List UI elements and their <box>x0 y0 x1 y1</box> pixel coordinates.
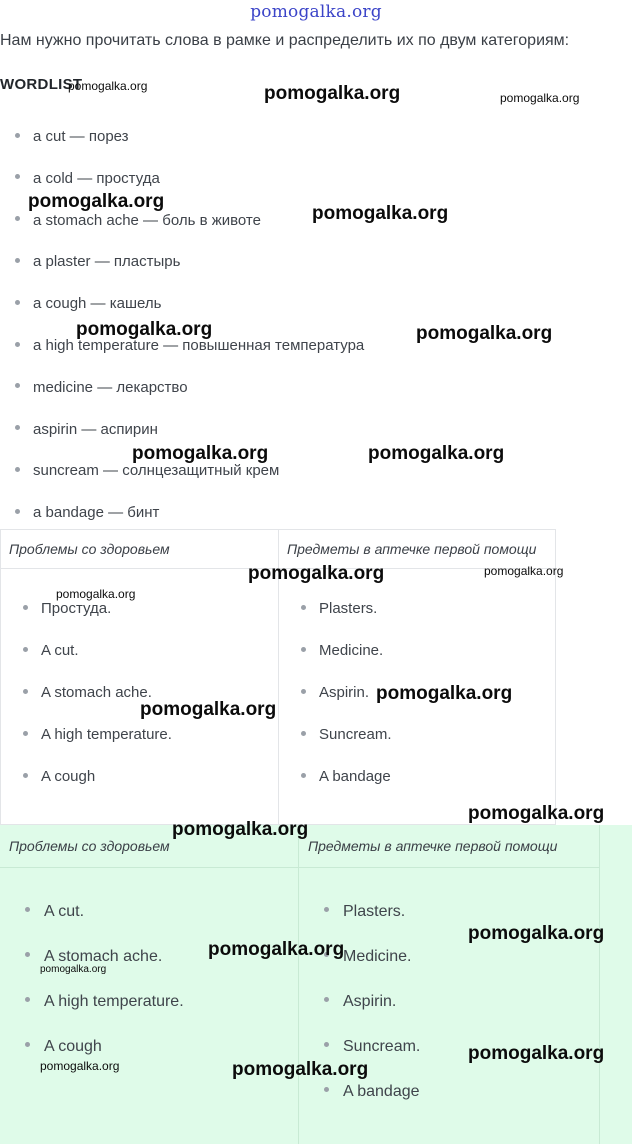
bullet-icon <box>301 605 306 610</box>
list-item: medicine — лекарство <box>0 367 364 409</box>
watermark: pomogalka.org <box>172 819 309 840</box>
list-item: Suncream. <box>279 714 392 756</box>
watermark: pomogalka.org <box>140 699 277 720</box>
watermark: pomogalka.org <box>368 443 505 464</box>
list-item: a bandage — бинт <box>0 492 364 534</box>
watermark: pomogalka.org <box>468 923 605 944</box>
bullet-icon <box>23 605 28 610</box>
watermark: pomogalka.org <box>132 443 269 464</box>
list-item: Medicine. <box>299 934 420 979</box>
watermark: pomogalka.org <box>56 587 136 601</box>
list-item: a cut — порез <box>0 116 364 158</box>
intro-text: Нам нужно прочитать слова в рамке и распределить их по двум категориям: <box>0 32 570 49</box>
wordlist-title: WORDLIST <box>0 76 83 93</box>
watermark: pomogalka.org <box>264 83 401 104</box>
list-item: a stomach ache — боль в животе <box>0 200 364 242</box>
list-item: Plasters. <box>299 889 420 934</box>
watermark: pomogalka.org <box>68 79 148 93</box>
bullet-icon <box>301 731 306 736</box>
bullet-icon <box>15 467 20 472</box>
health-problems-list <box>0 889 184 1069</box>
header-health-problems: Проблемы со здоровьем <box>9 838 170 854</box>
health-problems-list <box>1 588 172 798</box>
list-item: Простуда. <box>1 588 172 630</box>
watermark: pomogalka.org <box>28 191 165 212</box>
bullet-icon <box>25 907 30 912</box>
header-first-aid-items: Предметы в аптечке первой помощи <box>287 541 537 557</box>
watermark: pomogalka.org <box>208 939 345 960</box>
bullet-icon <box>23 647 28 652</box>
watermark: pomogalka.org <box>40 964 107 975</box>
list-item: Aspirin. <box>299 979 420 1024</box>
watermark: pomogalka.org <box>468 803 605 824</box>
list-item: A stomach ache. <box>0 934 184 979</box>
bullet-icon <box>324 1087 329 1092</box>
site-logo-text[interactable]: pomogalka.org <box>250 2 382 22</box>
bullet-icon <box>301 689 306 694</box>
list-item: A high temperature. <box>1 714 172 756</box>
list-item: a cough — кашель <box>0 283 364 325</box>
bullet-icon <box>301 647 306 652</box>
categories-table-2 <box>0 825 632 1144</box>
bullet-icon <box>23 773 28 778</box>
watermark: pomogalka.org <box>500 91 580 105</box>
list-item: A bandage <box>279 756 392 798</box>
list-item: a cold — простуда <box>0 158 364 200</box>
bullet-icon <box>301 773 306 778</box>
list-item: Plasters. <box>279 588 392 630</box>
list-item: A stomach ache. <box>1 672 172 714</box>
list-item: A bandage <box>299 1069 420 1114</box>
header-first-aid-items: Предметы в аптечке первой помощи <box>308 838 558 854</box>
list-item: A cough <box>0 1024 184 1069</box>
watermark: pomogalka.org <box>376 683 513 704</box>
watermark: pomogalka.org <box>248 563 385 584</box>
list-item: a high temperature — повышенная температура <box>0 325 364 367</box>
bullet-icon <box>15 133 20 138</box>
watermark: pomogalka.org <box>40 1059 120 1073</box>
first-aid-items-list <box>279 588 392 798</box>
table-edge <box>599 825 600 1144</box>
site-header <box>0 0 632 24</box>
watermark: pomogalka.org <box>416 323 553 344</box>
watermark: pomogalka.org <box>312 203 449 224</box>
bullet-icon <box>23 731 28 736</box>
list-item: A cough <box>1 756 172 798</box>
watermark: pomogalka.org <box>468 1043 605 1064</box>
bullet-icon <box>23 689 28 694</box>
bullet-icon <box>25 952 30 957</box>
list-item: a plaster — пластырь <box>0 241 364 283</box>
list-item: A cut. <box>1 630 172 672</box>
watermark: pomogalka.org <box>232 1059 369 1080</box>
bullet-icon <box>324 1042 329 1047</box>
watermark: pomogalka.org <box>484 564 564 578</box>
list-item: suncream — солнцезащитный крем <box>0 450 364 492</box>
list-item: Medicine. <box>279 630 392 672</box>
bullet-icon <box>15 383 20 388</box>
bullet-icon <box>15 300 20 305</box>
bullet-icon <box>324 997 329 1002</box>
bullet-icon <box>15 342 20 347</box>
bullet-icon <box>324 907 329 912</box>
list-item: Aspirin. <box>279 672 392 714</box>
bullet-icon <box>25 1042 30 1047</box>
watermark: pomogalka.org <box>76 319 213 340</box>
list-item: Suncream. <box>299 1024 420 1069</box>
bullet-icon <box>15 509 20 514</box>
list-item: A high temperature. <box>0 979 184 1024</box>
bullet-icon <box>15 174 20 179</box>
bullet-icon <box>15 425 20 430</box>
list-item: A cut. <box>0 889 184 934</box>
bullet-icon <box>25 997 30 1002</box>
list-item: aspirin — аспирин <box>0 409 364 451</box>
bullet-icon <box>15 216 20 221</box>
bullet-icon <box>15 258 20 263</box>
header-health-problems: Проблемы со здоровьем <box>9 541 170 557</box>
